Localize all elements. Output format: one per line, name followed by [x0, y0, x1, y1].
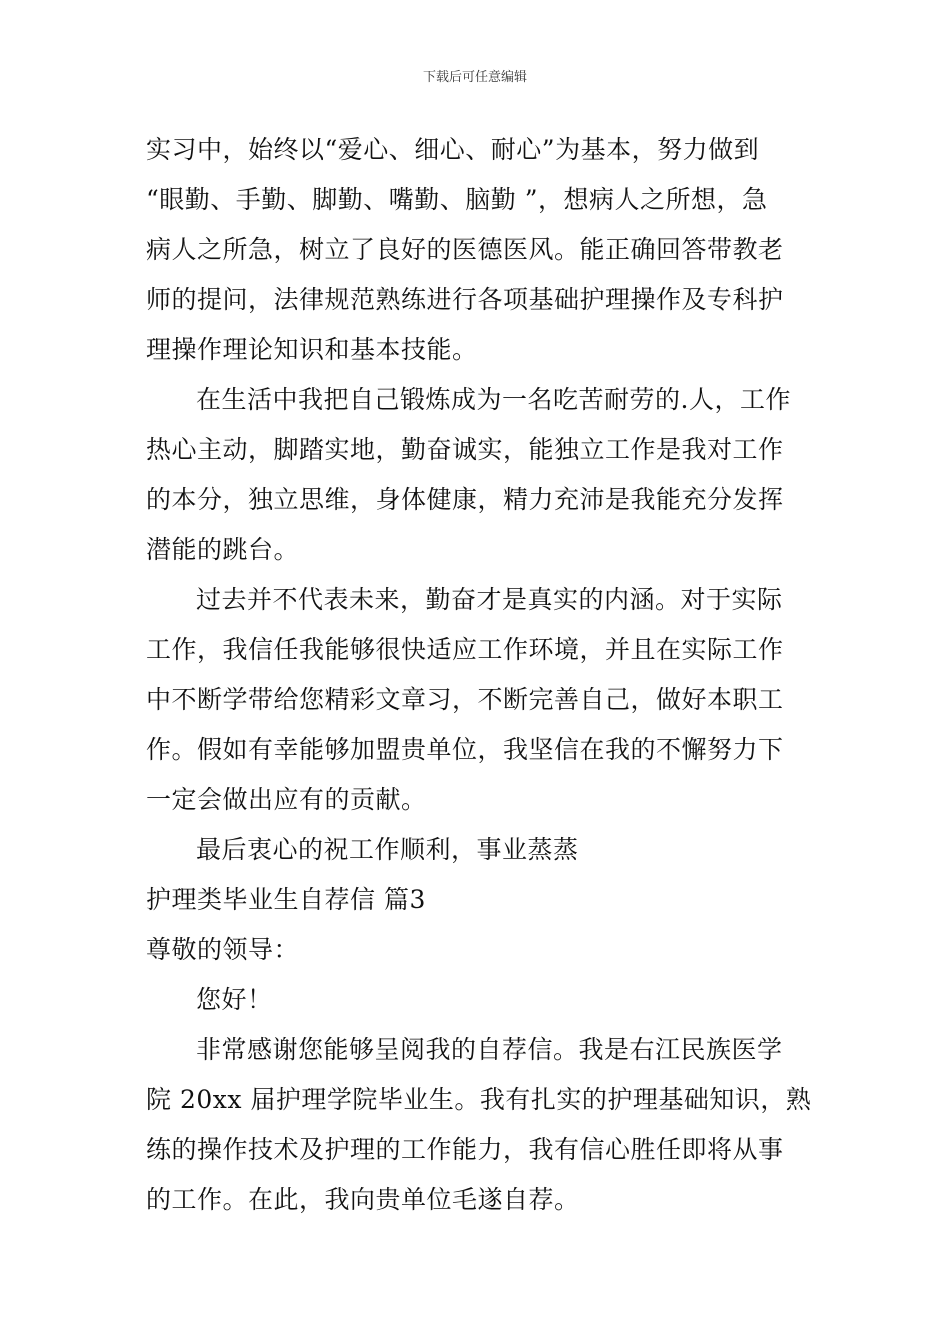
body-line: 最后衷心的祝工作顺利，事业蒸蒸	[196, 835, 579, 864]
body-line: 过去并不代表未来，勤奋才是真实的内涵。对于实际	[196, 585, 783, 614]
body-line: 练的操作技术及护理的工作能力，我有信心胜任即将从事	[146, 1135, 784, 1164]
body-line: 理操作理论知识和基本技能。	[146, 335, 478, 364]
section-heading: 护理类毕业生自荐信 篇3	[146, 885, 426, 914]
body-line: 潜能的跳台。	[146, 535, 300, 564]
body-line: 中不断学带给您精彩文章习，不断完善自己，做好本职工	[146, 685, 784, 714]
body-line: 一定会做出应有的贡献。	[146, 785, 427, 814]
body-line: 实习中，始终以“爱心、细心、耐心”为基本，努力做到	[146, 135, 760, 164]
body-line: 热心主动，脚踏实地，勤奋诚实，能独立工作是我对工作	[146, 435, 784, 464]
body-line: 病人之所急，树立了良好的医德医风。能正确回答带教老	[146, 235, 784, 264]
body-line: “眼勤、手勤、脚勤、嘴勤、脑勤 ”，想病人之所想，急	[146, 185, 768, 214]
body-line: 师的提问，法律规范熟练进行各项基础护理操作及专科护	[146, 285, 784, 314]
body-line: 工作，我信任我能够很快适应工作环境，并且在实际工作	[146, 635, 784, 664]
body-line: 的工作。在此，我向贵单位毛遂自荐。	[146, 1185, 580, 1214]
body-line: 非常感谢您能够呈阅我的自荐信。我是右江民族医学	[196, 1035, 783, 1064]
body-line: 作。假如有幸能够加盟贵单位，我坚信在我的不懈努力下	[146, 735, 784, 764]
body-line: 院 20xx 届护理学院毕业生。我有扎实的护理基础知识，熟	[146, 1085, 812, 1114]
body-line: 在生活中我把自己锻炼成为一名吃苦耐劳的.人，工作	[196, 385, 791, 414]
page-header-note: 下载后可任意编辑	[422, 70, 527, 85]
greeting: 您好！	[196, 985, 273, 1014]
body-line: 的本分，独立思维，身体健康，精力充沛是我能充分发挥	[146, 485, 784, 514]
salutation: 尊敬的领导：	[146, 935, 300, 964]
